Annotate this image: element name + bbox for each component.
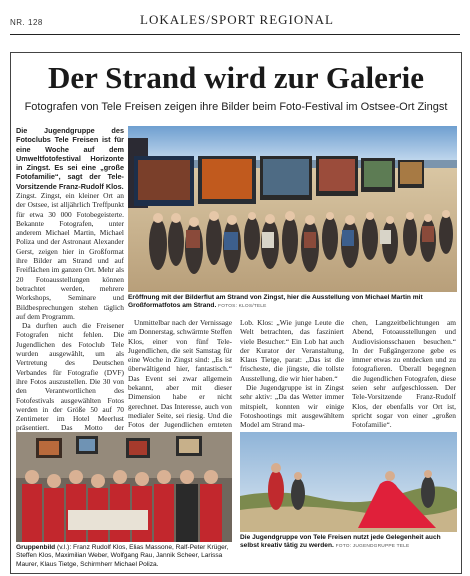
main-caption-text: Eröffnung mit der Bilderflut am Strand von Zingst, hier die Ausstellung von Michael Martin mit Großformatfotos am Strand. xyxy=(128,294,423,310)
group-caption-text: (v.l.): Franz Rudolf Klos, Elias Massone, Ralf-Peter Krüger, Steffen Klos, Maximilian Weber, Wolfgang Rau, Jannik Scheer, Larissa Maurer, Klaus Tietge, Schirmherr Michael Poliza. xyxy=(16,544,229,568)
article-column-2 xyxy=(128,318,232,439)
beach-caption-text: Die Jugendgruppe von Tele Freisen nutzt jede Gelegenheit auch selbst kreativ tätig zu werden. xyxy=(240,534,441,550)
main-photo-credit: FOTOS: KLOS/TELE xyxy=(218,304,267,310)
article-paragraph: Die Jugendgruppe ist in Zingst sehr aktiv: „Da das Wetter immer mitspielt, konnten wir einige Fotoshootings mit ausgewähltem Model am Strand ma- xyxy=(240,383,344,430)
section-title: LOKALES/SPORT REGIONAL xyxy=(140,12,334,27)
main-photo-caption xyxy=(128,294,457,312)
article-column-1 xyxy=(16,191,124,451)
article-paragraph: Lob. Klos: „Wie junge Leute die Welt betrachten, das fasziniert viele Besucher.“ Ein Lob hat auch der Kurator der Veranstaltung, Klaus Tietge, parat: „Das ist die frischeste, die jüngste, die tollste Ausstellung, die wir hier haben.“ xyxy=(240,318,344,383)
group-photo-caption xyxy=(16,544,232,569)
header-rule xyxy=(10,34,460,35)
article-paragraph: chen, Langzeitbelichtungen am Abend, Fotoausstellungen und Audiovisionsschauen besuchen.“ In der Fußgängerzone gebe es immer etwas zu entdecken und zu fotografieren. Überall begegnen die Jugendlichen Fotografen, diese seien sehr aufgeschlossen. Der Tele-Vorsitzende Franz-Rudolf Klos, der ebenfalls vor Ort ist, spricht sogar von einer „großen Fotofamilie“. xyxy=(352,318,456,430)
group-caption-label: Gruppenbild xyxy=(16,544,56,551)
article-paragraph: Da durften auch die Freisener Fotografen nicht fehlen. Die Jugendlichen des Fotoclub Tele wurden ausgewählt, um als Vertretung des Deutschen Verbandes für Fotografie (DVF) ihre Fotos auszustellen. Die 30 von den Verantwortlichen des Fotofestivals ausgewählten Fotos werden in der Größe 50 auf 70 Zentimeter im Hotel Meerlust präsentiert. Das Motto der xyxy=(16,321,124,433)
article-paragraph: Zingst. Zingst, ein kleiner Ort an der Ostsee, ist alljährlich Treffpunkt für etwa 30 000 Fotobegeisterte. Bekannte Fotografen, unter anderem Michael Martin, Michael Poliza und der Astronaut Alexander Gerst, zeigen hier in Großformat ihre Bilder am Strand und auf Freiflächen im ganzen Ort. Mehr als 20 Fotoausstellungen können betrachtet werden, mehrere Workshops, Seminare und Bildbesprechungen stehen täglich auf dem Programm. xyxy=(16,191,124,321)
main-photo xyxy=(128,126,457,292)
beach-photo xyxy=(240,432,457,532)
article-column-3 xyxy=(240,318,344,430)
group-photo xyxy=(16,432,232,542)
article-paragraph: Unmittelbar nach der Vernissage am Donnerstag, schwärmte Steffen Klos, einer von fünf Tele-Jugendlichen, die seit Samstag für eine Woche in Zingst sind: „Es ist überwältigend hier, fantastisch.“ Das Event sei zwar allgemein bekannt, aber mit dieser Dimension habe er nicht gerechnet. Das Interesse, auch von medialer Seite, sei riesig. Und die Fotos der Jugendlichen ernteten xyxy=(128,318,232,430)
article-column-4 xyxy=(352,318,456,439)
beach-photo-caption xyxy=(240,534,457,552)
headline: Der Strand wird zur Galerie xyxy=(48,60,424,95)
beach-photo-credit: FOTO: JUGENDGRUPPE TELE xyxy=(335,544,410,550)
page-number: NR. 128 xyxy=(10,18,43,27)
intro-text: Die Jugendgruppe des Fotoclubs Tele Freisen ist für eine Woche auf dem Umweltfotofestival Horizonte in Zingst. Es sei eine „große Fotofamilie“, sagt der Tele-Vorsitzende Franz-Rudolf Klos. xyxy=(16,126,124,191)
subheadline: Fotografen von Tele Freisen zeigen ihre Bilder beim Foto-Festival im Ostsee-Ort Zingst xyxy=(24,101,448,113)
